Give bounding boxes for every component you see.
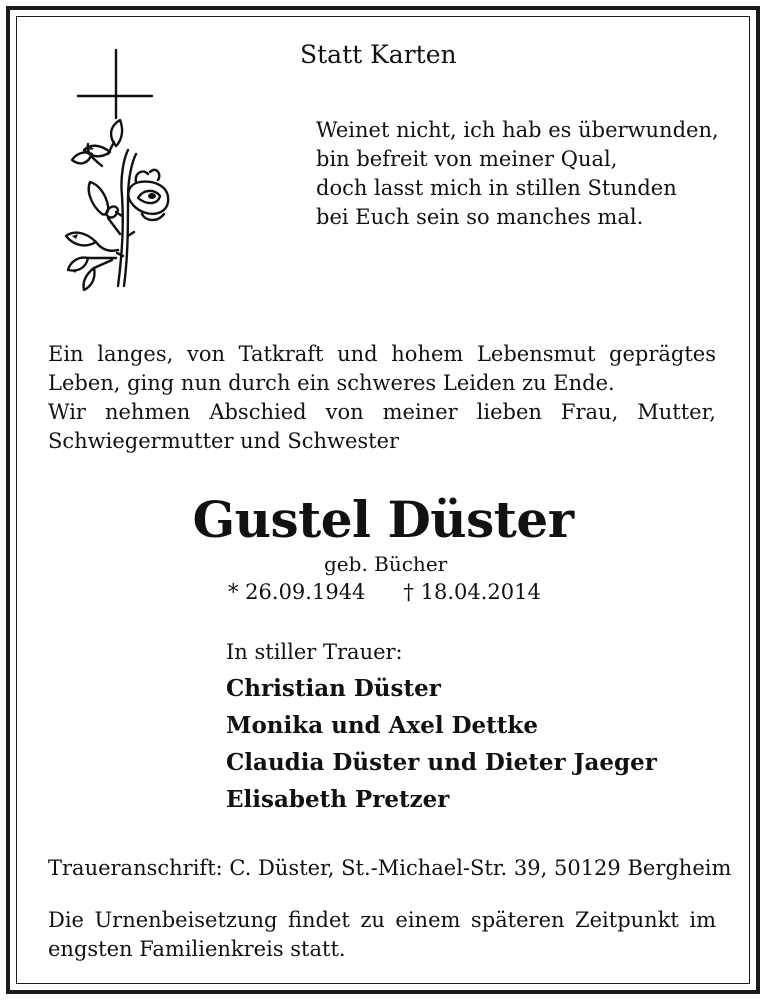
poem-line: doch lasst mich in stillen Stunden	[316, 176, 677, 200]
intro-line: Leben, ging nun durch ein schweres Leiden zu Ende.	[48, 371, 615, 395]
cross-with-rose-icon	[62, 46, 182, 296]
mourners-label: In stiller Trauer:	[226, 640, 403, 664]
poem-line: bei Euch sein so manches mal.	[316, 205, 644, 229]
header-title: Statt Karten	[300, 40, 457, 69]
burial-line: Die Urnenbeisetzung findet zu einem späteren Zeitpunkt im	[48, 908, 716, 932]
burial-note	[48, 906, 716, 964]
farewell-paragraph	[48, 398, 716, 456]
mourning-address: Traueranschrift: C. Düster, St.-Michael-Str. 39, 50129 Bergheim	[48, 856, 732, 880]
farewell-line: Wir nehmen Abschied von meiner lieben Frau, Mutter,	[48, 400, 716, 424]
poem-line: Weinet nicht, ich hab es überwunden,	[316, 118, 719, 142]
burial-line: engsten Familienkreis statt.	[48, 937, 346, 961]
poem	[316, 116, 719, 232]
intro-paragraph	[48, 340, 716, 398]
mourner-name: Claudia Düster und Dieter Jaeger	[226, 749, 657, 776]
mourner-name: Christian Düster	[226, 675, 441, 702]
birth-date: * 26.09.1944	[228, 580, 366, 604]
mourners-list	[226, 670, 657, 818]
death-date: † 18.04.2014	[403, 580, 541, 604]
farewell-line: Schwiegermutter und Schwester	[48, 429, 400, 453]
mourner-name: Monika und Axel Dettke	[226, 712, 538, 739]
intro-line: Ein langes, von Tatkraft und hohem Lebensmut geprägtes	[48, 342, 716, 366]
life-dates	[228, 580, 541, 604]
mourner-name: Elisabeth Pretzer	[226, 786, 450, 813]
maiden-name: geb. Bücher	[324, 552, 448, 576]
poem-line: bin befreit von meiner Qual,	[316, 147, 618, 171]
deceased-name: Gustel Düster	[192, 490, 574, 549]
